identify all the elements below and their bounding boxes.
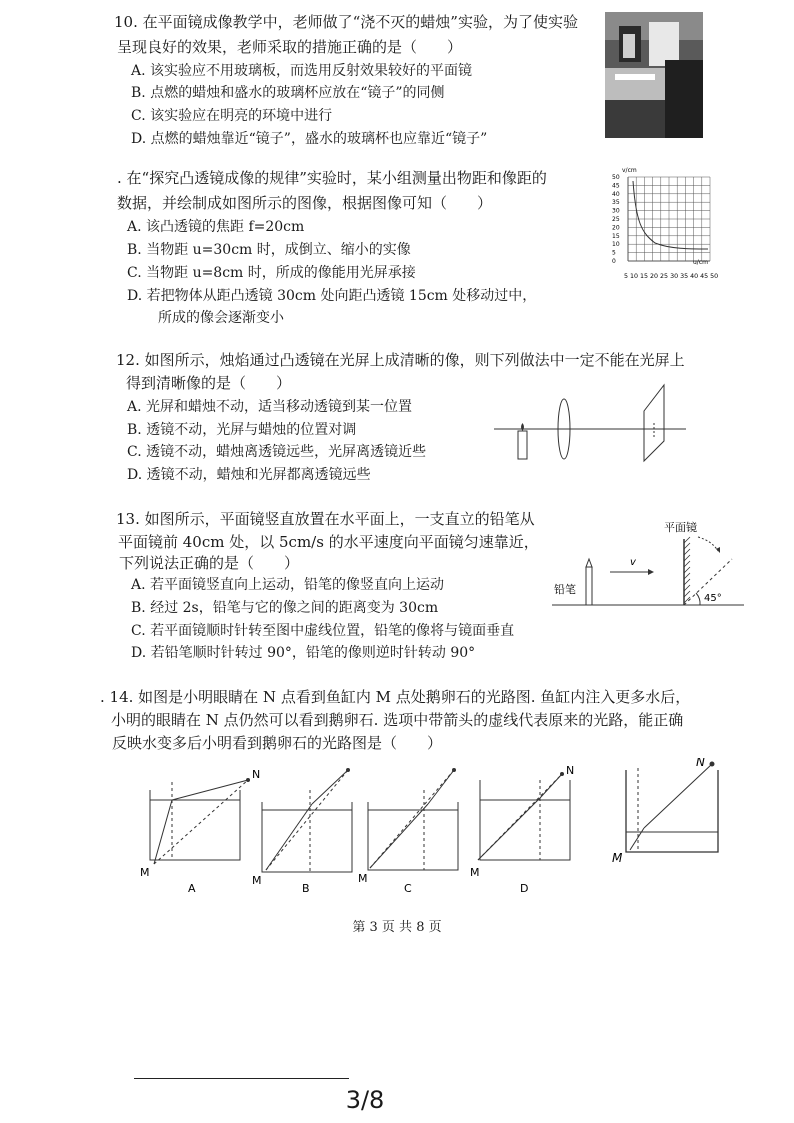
- rotation-arrowhead: [716, 547, 720, 553]
- pencil-tip: [586, 559, 592, 567]
- svg-text:M: M: [140, 866, 150, 879]
- q14-figure-a[interactable]: [140, 768, 260, 895]
- graph-y-tick: 45: [612, 182, 620, 190]
- rotation-arrow: [698, 537, 718, 551]
- svg-text:N: N: [252, 768, 261, 781]
- q11-stem-line2: 数据，并绘制成如图所示的图像，根据图像可知（ ）: [117, 194, 493, 212]
- q10-option-b[interactable]: B. 点燃的蜡烛和盛水的玻璃杯应放在“镜子”的同侧: [131, 85, 445, 101]
- svg-text:A: A: [188, 882, 196, 895]
- q12-option-a[interactable]: A. 光屏和蜡烛不动，适当移动透镜到某一位置: [127, 399, 413, 415]
- svg-text:C: C: [404, 882, 412, 895]
- graph-y-tick: 15: [612, 232, 620, 240]
- q10-option-a[interactable]: A. 该实验应不用玻璃板，而选用反射效果较好的平面镜: [131, 63, 473, 79]
- q14-stem-line2: 小明的眼睛在 N 点仍然可以看到鹅卵石. 选项中带箭头的虚线代表原来的光路，能正确: [111, 711, 684, 729]
- q11-option-a[interactable]: A. 该凸透镜的焦距 f=20cm: [127, 219, 305, 235]
- point-n: [710, 762, 715, 767]
- q13-option-a[interactable]: A. 若平面镜竖直向上运动，铅笔的像竖直向上运动: [131, 577, 445, 593]
- q14-stem-line1: . 14. 如图是小明眼睛在 N 点看到鱼缸内 M 点处鹅卵石的光路图. 鱼缸内注入更多水后，: [100, 688, 691, 706]
- angle-arc: [696, 593, 700, 605]
- candle-flame: [521, 423, 524, 431]
- q13-stem-line2: 平面镜前 40cm 处，以 5cm/s 的水平速度向平面镜匀速靠近，: [118, 533, 539, 551]
- graph-y-tick: 50: [612, 174, 620, 181]
- graph-y-tick: 35: [612, 199, 620, 207]
- svg-text:M: M: [470, 866, 480, 879]
- q13-stem-line3: 下列说法正确的是（ ）: [119, 554, 300, 572]
- graph-x-label: u/cm: [693, 259, 708, 266]
- page-number: 3/8: [345, 1086, 385, 1114]
- label-n: N: [696, 758, 705, 769]
- angle-label: 45°: [704, 593, 722, 604]
- svg-text:D: D: [520, 882, 529, 895]
- graph-y-tick: 10: [612, 241, 620, 249]
- graph-grid: [628, 177, 710, 261]
- q11-stem-line1: . 在“探究凸透镜成像的规律”实验时，某小组测量出物距和像距的: [117, 169, 547, 187]
- q12-option-d[interactable]: D. 透镜不动，蜡烛和光屏都离透镜远些: [127, 467, 371, 483]
- label-m: M: [612, 851, 623, 865]
- q14-reference-figure: [608, 758, 728, 868]
- q12-option-c[interactable]: C. 透镜不动，蜡烛离透镜远些，光屏离透镜近些: [127, 444, 427, 460]
- graph-y-ticks: [612, 174, 620, 265]
- graph-y-tick: 40: [612, 190, 620, 198]
- q13-option-c[interactable]: C. 若平面镜顺时针转至图中虚线位置，铅笔的像将与镜面垂直: [131, 623, 515, 639]
- q14-figure-c[interactable]: [358, 768, 458, 895]
- velocity-arrowhead: [648, 569, 654, 575]
- q14-option-figures: [140, 760, 585, 895]
- svg-text:M: M: [252, 874, 262, 887]
- graph-y-label: v/cm: [622, 167, 637, 174]
- q14-stem-line3: 反映水变多后小明看到鹅卵石的光路图是（ ）: [112, 734, 443, 752]
- mirror-label: 平面镜: [664, 521, 697, 534]
- q10-candle-photo: [605, 12, 703, 138]
- graph-y-tick: 25: [612, 216, 620, 223]
- graph-y-tick: 0: [612, 258, 616, 265]
- q11-option-d[interactable]: D. 若把物体从距凸透镜 30cm 处向距凸透镜 15cm 处移动过中，: [127, 288, 537, 304]
- svg-text:B: B: [302, 882, 310, 895]
- q10-stem-line1: 10. 在平面镜成像教学中，老师做了“浇不灭的蜡烛”实验，为了使实验: [114, 13, 578, 31]
- graph-y-tick: 30: [612, 207, 620, 215]
- q13-stem-line1: 13. 如图所示，平面镜竖直放置在水平面上，一支直立的铅笔从: [116, 510, 535, 528]
- q12-lens-figure: [490, 383, 690, 463]
- svg-text:N: N: [566, 764, 575, 777]
- q13-mirror-figure: [548, 515, 748, 615]
- mirror-hatching: [684, 537, 690, 603]
- q14-figure-d[interactable]: [470, 764, 574, 895]
- svg-text:M: M: [358, 872, 368, 885]
- q11-uv-graph: [600, 163, 718, 283]
- q11-option-b[interactable]: B. 当物距 u=30cm 时，成倒立、缩小的实像: [127, 242, 411, 258]
- q12-option-b[interactable]: B. 透镜不动，光屏与蜡烛的位置对调: [127, 422, 357, 438]
- q14-figure-b[interactable]: [252, 768, 352, 895]
- candle: [518, 431, 527, 459]
- q11-option-c[interactable]: C. 当物距 u=8cm 时，所成的像能用光屏承接: [127, 265, 416, 281]
- pencil-label: 铅笔: [554, 583, 576, 596]
- q12-stem-line2: 得到清晰像的是（ ）: [126, 374, 292, 392]
- graph-y-tick: 5: [612, 249, 616, 257]
- q13-option-b[interactable]: B. 经过 2s，铅笔与它的像之间的距离变为 30cm: [131, 600, 439, 616]
- footnote-rule: [134, 1078, 349, 1079]
- q13-option-d[interactable]: D. 若铅笔顺时针转过 90°，铅笔的像则逆时针转动 90°: [131, 645, 476, 661]
- pencil: [586, 567, 592, 605]
- q10-stem-line2: 呈现良好的效果，老师采取的措施正确的是（ ）: [117, 38, 463, 56]
- velocity-label: v: [630, 557, 636, 568]
- q10-option-c[interactable]: C. 该实验应在明亮的环境中进行: [131, 108, 333, 124]
- graph-x-ticks: 5 10 15 20 25 30 35 40 45 50: [624, 273, 718, 280]
- page-footer: 第 3 页 共 8 页: [352, 920, 442, 935]
- q12-stem-line1: 12. 如图所示，烛焰通过凸透镜在光屏上成清晰的像，则下列做法中一定不能在光屏上: [116, 351, 685, 369]
- graph-y-tick: 20: [612, 224, 620, 232]
- q10-option-d[interactable]: D. 点燃的蜡烛靠近“镜子”，盛水的玻璃杯也应靠近“镜子”: [131, 131, 488, 147]
- q11-option-d-continued: 所成的像会逐渐变小: [158, 310, 284, 326]
